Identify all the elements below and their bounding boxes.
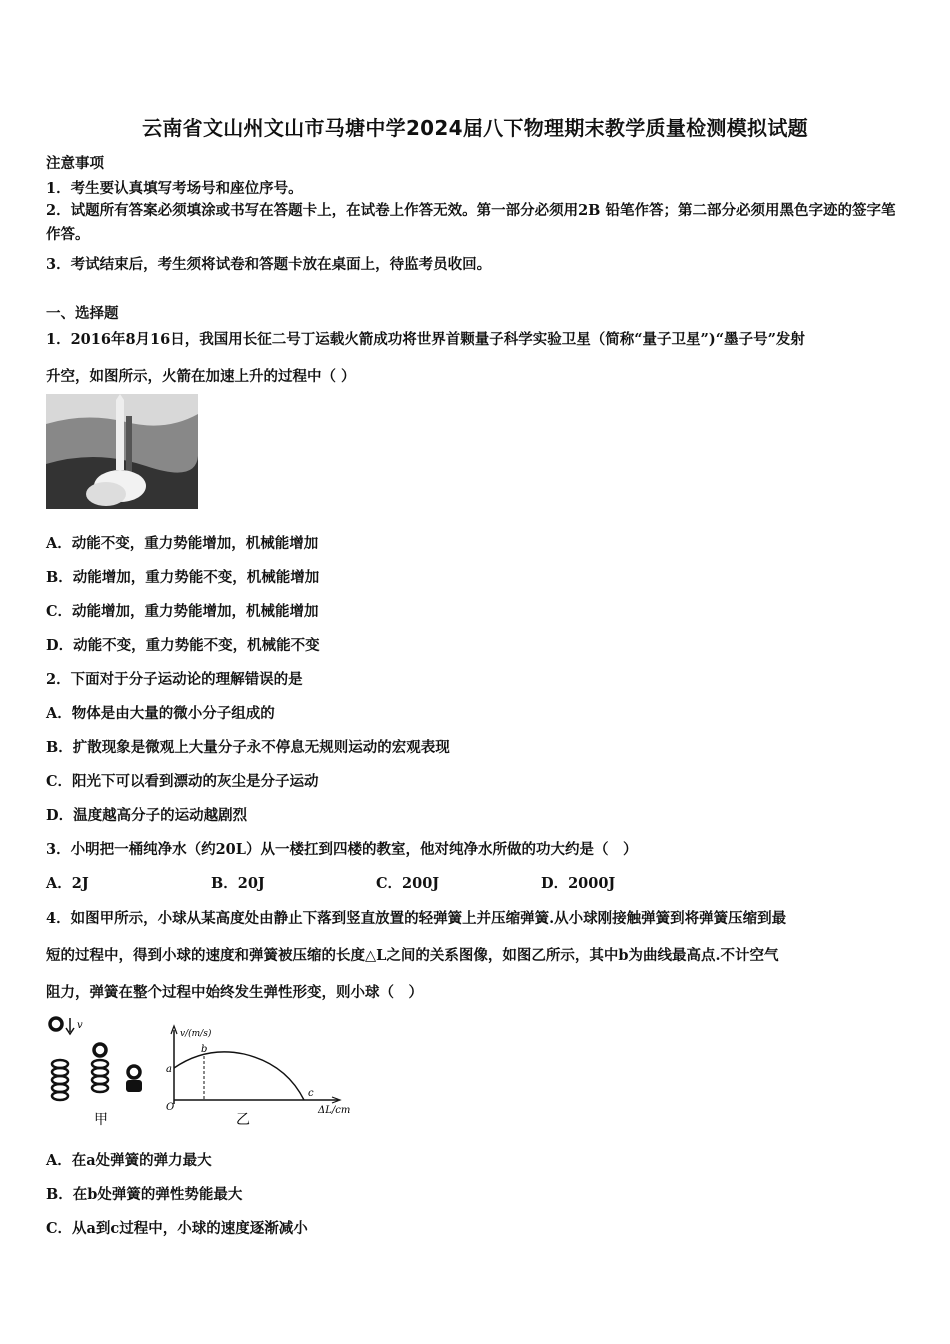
notice-item-3: 3．考试结束后，考生须将试卷和答题卡放在桌面上，待监考员收回。 [46,256,492,273]
notice-item-2: 2．试题所有答案必须填涂或书写在答题卡上，在试卷上作答无效。第一部分必须用2B 铅笔作答；第二部分必须用黑色字迹的签字笔作答。 [46,202,896,243]
q1-option-a: A．动能不变，重力势能增加，机械能增加 [46,535,319,552]
q3-option-d: D．2000J [541,875,616,892]
q2-stem: 2．下面对于分子运动论的理解错误的是 [46,671,303,688]
q3-option-b: B．20J [211,875,265,892]
q4-option-a: A．在a处弹簧的弹力最大 [46,1152,212,1169]
q4-stem-line2: 短的过程中，得到小球的速度和弹簧被压缩的长度△L之间的关系图像，如图乙所示，其中b为曲线最高点.不计空气 [46,947,779,964]
velocity-curve [174,1052,304,1100]
q2-option-d: D．温度越高分子的运动越剧烈 [46,807,248,824]
spring-3-icon [126,1066,142,1092]
q4-stem-line3: 阻力，弹簧在整个过程中始终发生弹性形变，则小球（ ） [46,984,423,1001]
q3-option-a: A．2J [46,875,89,892]
q4-stem-line1: 4．如图甲所示，小球从某高度处由静止下落到竖直放置的轻弹簧上并压缩弹簧.从小球刚接触弹簧到将弹簧压缩到最 [46,910,787,927]
notice-heading: 注意事项 [46,155,104,172]
page-title: 云南省文山州文山市马塘中学2024届八下物理期末教学质量检测模拟试题 [142,116,808,140]
y-axis-label: v/(m/s) [180,1029,212,1039]
spring-1-icon [52,1060,68,1100]
rocket-launch-photo [46,394,198,509]
q1-option-c: C．动能增加，重力势能增加，机械能增加 [46,603,319,620]
section-heading: 一、选择题 [46,305,119,322]
velocity-graph [166,1026,350,1128]
spring-diagram [50,1018,142,1128]
spring-velocity-figure [46,1012,366,1130]
caption-left: 甲 [94,1112,108,1128]
q2-option-a: A．物体是由大量的微小分子组成的 [46,705,275,722]
notice-item-1: 1．考生要认真填写考场号和座位序号。 [46,180,303,197]
q1-stem-line2: 升空，如图所示，火箭在加速上升的过程中（ ） [46,368,356,385]
q1-option-b: B．动能增加，重力势能不变，机械能增加 [46,569,320,586]
q4-option-b: B．在b处弹簧的弹性势能最大 [46,1186,243,1203]
velocity-label: v [77,1020,83,1031]
q1-stem-line1: 1．2016年8月16日，我国用长征二号丁运载火箭成功将世界首颗量子科学实验卫星（简称“量子卫星”)“墨子号”发射 [46,331,805,348]
point-a-label: a [166,1064,172,1075]
q1-option-d: D．动能不变，重力势能不变，机械能不变 [46,637,320,654]
q2-option-b: B．扩散现象是微观上大量分子永不停息无规则运动的宏观表现 [46,739,450,756]
q4-option-c: C．从a到c过程中，小球的速度逐渐减小 [46,1220,308,1237]
q3-stem: 3．小明把一桶纯净水（约20L）从一楼扛到四楼的教室，他对纯净水所做的功大约是（ ） [46,841,638,858]
spring-2-icon [92,1044,108,1092]
point-b-label: b [201,1044,208,1055]
ball-icon [50,1018,62,1030]
x-axis-label: ΔL/cm [318,1105,351,1116]
q2-option-c: C．阳光下可以看到漂动的灰尘是分子运动 [46,773,319,790]
q3-option-c: C．200J [376,875,440,892]
point-c-label: c [308,1088,314,1099]
caption-right: 乙 [236,1112,250,1128]
origin-label: O [166,1102,175,1113]
